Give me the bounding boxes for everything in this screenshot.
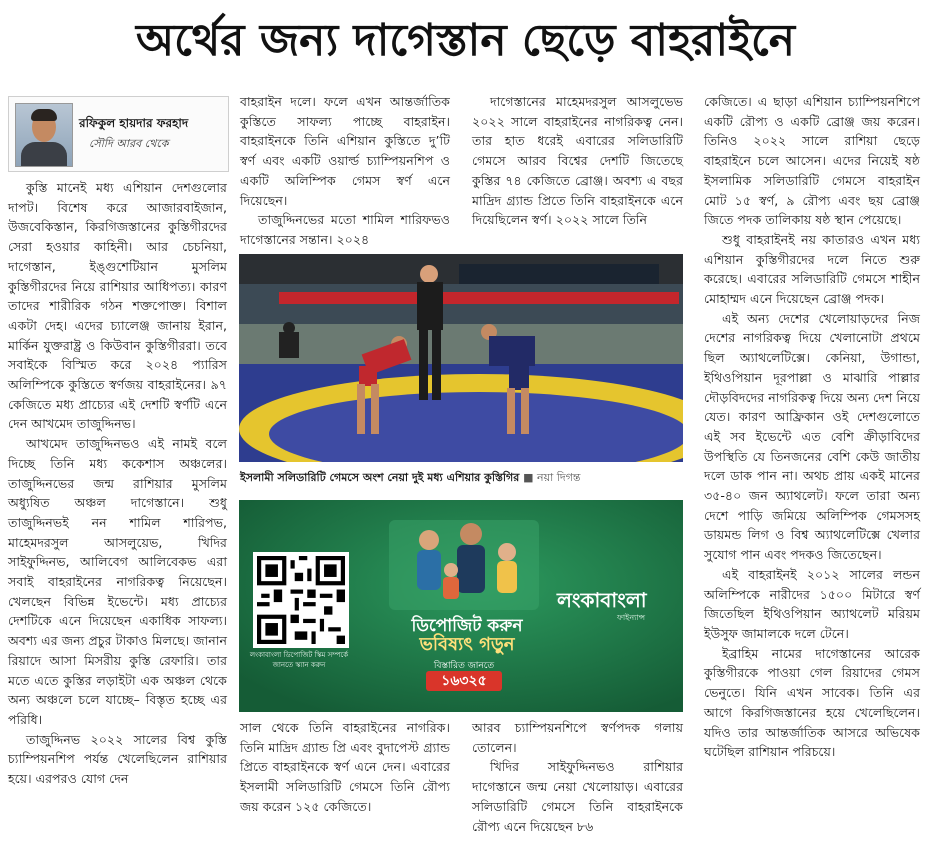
paragraph: দাগেস্তানের মাহেমদরসুল আসলুভেভ ২০২২ সালে বাহরাইনের নাগরিকত্ব নেন। তার হাত ধরেই এবারের সলিডারিটি গেমসে আরব বিশ্বের দেশটি জিতেছে কুস্তির ৭৪ কেজিতে ব্রোঞ্জ। অবশ্য এ বছর মাদ্রিদ গ্র্যান্ড প্রিতে তিনি বাহরাইনকে এনে দিয়েছিলেন স্বর্ণ। ২০২২ সালে তিনি xyxy=(472,94,683,228)
ad-more-info: বিস্তারিত জানতে xyxy=(433,661,495,671)
column-3-bottom xyxy=(472,718,683,836)
paragraph: এই অন্য দেশের খেলোয়াড়দের নিজ দেশের নাগরিকত্ব দিয়ে খেলানোটা প্রথমে ছিল অ্যাথলেটিক্সে। কেনিয়া, উগান্ডা, ইথিওপিয়ান দূরপাল্লা ও মাঝারি পাল্লার দৌড়বিদদের নাগরিকত্ব দিয়ে অন্য দেশ নিয়ে যেত। কারণ আফ্রিকান ওই দেশগুলোতে এই সব ইভেন্টে এত বেশি ক্রীড়াবিদের উপস্থিতি যে তিনজনের বেশি কেউ জাতীয় দলে ডাক পান না। অথচ প্রায় একই মানের ৩৫-৪০ জন অ্যাথলেট। ফলে তারা অন্য দেশে পাড়ি জমিয়ে অলিম্পিক গেমসসহ ডায়মন্ড লিগ ও বিশ্ব অ্যাথলেটিক্সে খেলার সুযোগ পান এবং পদকও জিতেছেন। xyxy=(704,310,920,563)
headline: অর্থের জন্য দাগেস্তান ছেড়ে বাহরাইনে xyxy=(136,15,795,66)
column-4 xyxy=(704,92,920,762)
paragraph: সাল থেকে তিনি বাহরাইনের নাগরিক। তিনি মাদ্রিদ গ্র্যান্ড প্রি এবং বুদাপেস্ট গ্র্যান্ড প্রিতে বাহরাইনকে স্বর্ণ এনে দেন। এবারের ইসলামী সলিডারিটি গেমসে তিনি রৌপ্য জয় করেন ১২৫ কেজিতে। xyxy=(240,720,450,814)
qr-code[interactable] xyxy=(253,552,349,648)
ad-brand-logo: লংকাবাংলা xyxy=(557,588,647,612)
paragraph: ইব্রাহিম নামের দাগেস্তানের আরেক কুস্তিগীরকে পাওয়া গেল রিয়াদের গেমস ভেনুতে। যিনি এখন সাবেক। তিনি এর আগে কিরগিজস্তানের হয়ে খেলেছিলেন। যদিও তার আন্তর্জাতিক আসরে অভিষেক ঘটেছিল রাশিয়ান পরিচয়ে। xyxy=(704,645,920,760)
ad-brand-sub: ফাইন্যান্স xyxy=(617,613,646,622)
author-location: সৌদি আরব থেকে xyxy=(89,137,169,150)
paragraph: এই বাহরাইনই ২০১২ সালের লন্ডন অলিম্পিকে নারীদের ১৫০০ মিটারে স্বর্ণ জিতেছিল ইথিওপিয়ান অ্যাথলেট মরিয়ম ইউসুফ জামালকে দলে টেনে। xyxy=(704,566,920,641)
paragraph: আখমেদ তাজুদ্দিনভও এই নামই বলে দিচ্ছে তিনি মধ্য ককেশাস অঞ্চলের। তাজুদ্দিনভের জন্ম রাশিয়ার মুসলিম অধ্যুষিত অঞ্চল দাগেস্তানে। শুধু তাজুদ্দিনভই নন শামিল শারিপভ, মাহেমদরসুল আসলুয়েভ, খিদির সাইফুদ্দিনভ, আলিবেগ আলিবেকভ এরা সবাই বাহরাইনের নাগরিকত্ব নিয়েছেন। খেলছেন বিভিন্ন ইভেন্টে। মধ্য প্রাচ্যের দেশটিকে এনে দিয়েছেন একাধিক সাফল্য। অবশ্য এর জন্য প্রচুর টাকাও মিলছে। জানান রিয়াদে আসা মিসরীয় কুস্তি রেফারি। তার মতে এতে কুস্তির লড়াইটা এক অঞ্চল থেকে অন্য অঞ্চলে চলে যাচ্ছে– বিস্তৃত হচ্ছে এর পরিধি। xyxy=(8,436,227,727)
paragraph: বাহরাইন দলে। ফলে এখন আন্তর্জাতিক কুস্তিতে সাফল্য পাচ্ছে বাহরাইন। বাহরাইনকে তিনি এশিয়ান কুস্তিতে দু’টি স্বর্ণ এবং একটি ওয়ার্ল্ড চ্যাম্পিয়নশিপ ও একটি অলিম্পিক গেমস স্বর্ণ এনে দিয়েছেন। xyxy=(240,94,450,208)
column-3-top xyxy=(472,92,683,230)
paragraph: কেজিতে। এ ছাড়া এশিয়ান চ্যাম্পিয়নশিপে একটি রৌপ্য ও একটি ব্রোঞ্জ জয় করেন। তিনিও ২০২২ সালে রাশিয়া ছেড়ে বাহরাইনে চলে আসেন। এদের নিয়েই ষষ্ঠ ইসলামিক সলিডারিটি গেমসে বাহরাইন মোট ১৫ স্বর্ণ, ৯ রৌপ্য এবং ছয় ব্রোঞ্জ জিতে পদক তালিকায় ষষ্ঠ স্থান পেয়েছে। xyxy=(704,94,920,228)
advertisement[interactable] xyxy=(239,500,683,712)
wrestling-photo xyxy=(239,254,683,462)
column-2-top xyxy=(240,92,450,250)
wrestling-photo-image xyxy=(239,254,683,462)
paragraph: খিদির সাইফুদ্দিনভও রাশিয়ার দাগেস্তানে জন্ম নেয়া খেলোয়াড়। এবারের সলিডারিটি গেমসে তিনি বাহরাইনকে রৌপ্য এনে দিয়েছেন ৮৬ xyxy=(472,759,683,834)
caption-text: ইসলামী সলিডারিটি গেমসে অংশ নেয়া দুই মধ্য এশিয়ার কুস্তিগির xyxy=(240,471,520,484)
photo-caption xyxy=(240,469,684,488)
author-photo xyxy=(15,103,73,167)
paragraph: তাজুদ্দিনভের মতো শামিল শারিফভও দাগেস্তানের সন্তান। ২০২৪ xyxy=(240,212,450,247)
paragraph: আরব চ্যাম্পিয়নশিপে স্বর্ণপদক গলায় তোলেন। xyxy=(472,720,683,755)
qr-caption: লংকাবাংলা ডিপোজিট স্কিম সম্পর্কে জানতে স্ক্যান করুন xyxy=(249,651,349,669)
paragraph: কুস্তি মানেই মধ্য এশিয়ান দেশগুলোর দাপট। বিশেষ করে আজারবাইজান, উজবেকিস্তান, কিরগিজস্তানের কুস্তিগীরদের সেরা হওয়ার কাহিনী। আর চেচনিয়া, দাগেস্তান, ইঙ্গুশেটিয়ান মুসলিম কুস্তিগীরদের নিয়ে রাশিয়ার আধিপত্য। কারণ তাদের শারীরিক গঠন শক্তপোক্ত। বিশাল একটা দেহ। এদের চ্যালেঞ্জ জানায় ইরান, মার্কিন যুক্তরাষ্ট্র ও কিউবান কুস্তিগীররা। তবে সবাইকে বিস্মিত করে ২০২৪ প্যারিস অলিম্পিকে কুস্তিতে স্বর্ণজয় বাহরাইনের। ৯৭ কেজিতে মধ্য প্রাচ্যের এই দেশটি স্বর্ণটি এনে দেন আখমেদ তাজুদ্দিনভ। xyxy=(8,180,227,432)
caption-credit: ■ নয়া দিগন্ত xyxy=(523,471,581,484)
author-name: রফিকুল হায়দার ফরহাদ xyxy=(79,116,189,130)
byline-box xyxy=(8,96,229,172)
ad-tagline-1: ডিপোজিট করুন xyxy=(411,616,523,636)
ad-tagline-2: ভবিষ্যৎ গড়ুন xyxy=(419,634,515,655)
ad-hotline-button[interactable]: ১৬৩২৫ xyxy=(426,671,502,691)
paragraph: শুধু বাহরাইনই নয় কাতারও এখন মধ্য এশিয়ান কুস্তিগীরদের দলে নিতে শুরু করেছে। এবারের সলিডারিটি গেমসে শাহীন মোহাম্মদ এনে দিয়েছেন ব্রোঞ্জ পদক। xyxy=(704,231,920,307)
qr-code-icon xyxy=(257,556,345,644)
column-1 xyxy=(8,178,227,789)
paragraph: তাজুদ্দিনভ ২০২২ সালের বিশ্ব কুস্তি চ্যাম্পিয়নশিপ পর্যন্ত খেলেছিলেন রাশিয়ার হয়ে। এরপরও যোগ দেন xyxy=(8,731,227,787)
column-2-bottom xyxy=(240,718,450,817)
